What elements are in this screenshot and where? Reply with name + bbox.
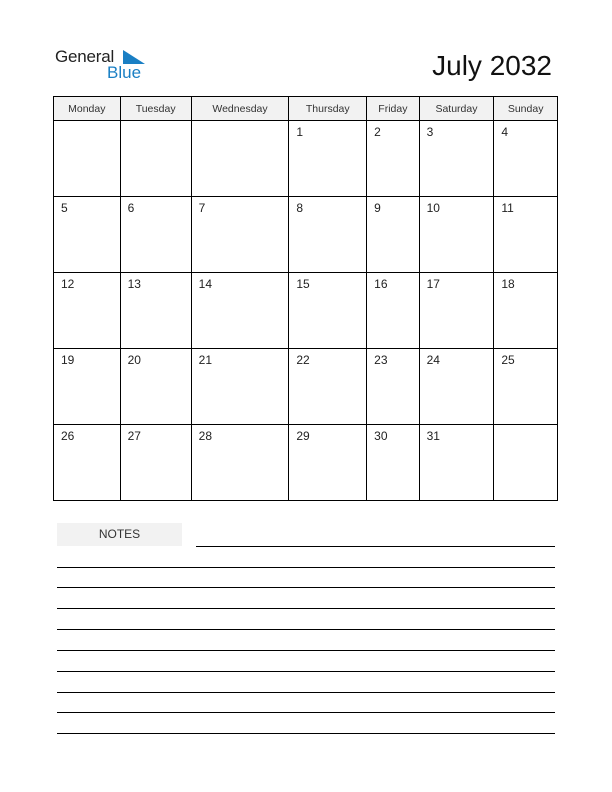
day-number: 8 [296, 201, 304, 215]
day-cell [120, 425, 191, 501]
day-number: 26 [61, 429, 75, 443]
day-number: 12 [61, 277, 75, 291]
day-number: 15 [296, 277, 310, 291]
notes-line [196, 546, 555, 547]
day-number: 9 [374, 201, 381, 215]
notes-line [57, 712, 555, 713]
day-cell [494, 425, 558, 501]
day-cell [494, 273, 558, 349]
notes-line [57, 567, 555, 568]
day-number: 31 [426, 429, 440, 443]
day-cell [494, 121, 558, 197]
weekday-header-row [54, 97, 558, 121]
day-cell [54, 197, 121, 273]
week-row [54, 197, 558, 273]
day-cell [120, 197, 191, 273]
weekday-header: Monday [54, 97, 121, 121]
notes-line [57, 587, 555, 588]
weekday-header: Saturday [419, 97, 494, 121]
day-cell [419, 349, 494, 425]
day-number: 16 [374, 277, 388, 291]
day-number: 17 [426, 277, 440, 291]
day-number: 27 [127, 429, 141, 443]
day-number: 20 [127, 353, 141, 367]
day-number: 4 [501, 125, 509, 139]
week-row [54, 349, 558, 425]
day-number [494, 425, 557, 429]
day-cell [191, 349, 289, 425]
day-number: 7 [198, 201, 206, 215]
day-number: 23 [374, 353, 388, 367]
week-row [54, 273, 558, 349]
weekday-header: Wednesday [191, 97, 289, 121]
notes-line [57, 629, 555, 630]
day-number: 5 [61, 201, 68, 215]
day-number: 14 [198, 277, 212, 291]
day-cell [419, 425, 494, 501]
day-cell [54, 349, 121, 425]
day-cell [419, 273, 494, 349]
day-cell [367, 197, 419, 273]
day-number: 22 [296, 353, 310, 367]
day-number [192, 121, 289, 125]
day-number: 24 [426, 353, 440, 367]
day-number: 19 [61, 353, 75, 367]
day-cell [419, 121, 494, 197]
notes-line [57, 608, 555, 609]
logo-blue-text: Blue [107, 63, 142, 82]
day-cell [289, 273, 367, 349]
notes-label: NOTES [57, 523, 182, 546]
day-cell [289, 349, 367, 425]
calendar-grid [53, 96, 558, 501]
day-number: 13 [127, 277, 141, 291]
day-cell [419, 197, 494, 273]
logo [55, 47, 155, 83]
day-number: 21 [198, 353, 212, 367]
notes-line [57, 692, 555, 693]
day-cell [367, 349, 419, 425]
day-cell [54, 425, 121, 501]
weekday-header: Thursday [289, 97, 367, 121]
day-cell [367, 425, 419, 501]
day-cell [191, 197, 289, 273]
weekday-header: Friday [367, 97, 419, 121]
day-cell [494, 197, 558, 273]
day-number: 11 [501, 201, 514, 215]
notes-line [57, 733, 555, 734]
logo-general-text: General [55, 47, 115, 66]
day-number: 2 [374, 125, 381, 139]
day-number: 10 [426, 201, 440, 215]
day-number: 1 [296, 125, 304, 139]
weekday-header: Sunday [494, 97, 558, 121]
notes-line [57, 650, 555, 651]
day-cell [191, 121, 289, 197]
week-row [54, 121, 558, 197]
day-cell [54, 121, 121, 197]
day-cell [289, 425, 367, 501]
day-cell [120, 121, 191, 197]
day-cell [367, 273, 419, 349]
day-cell [120, 273, 191, 349]
day-number: 28 [198, 429, 212, 443]
day-cell [367, 121, 419, 197]
day-number: 29 [296, 429, 310, 443]
day-number: 25 [501, 353, 515, 367]
day-number: 30 [374, 429, 388, 443]
day-number: 6 [127, 201, 135, 215]
day-cell [120, 349, 191, 425]
day-cell [289, 197, 367, 273]
day-cell [289, 121, 367, 197]
logo-triangle-icon [123, 50, 145, 64]
day-cell [191, 273, 289, 349]
day-cell [54, 273, 121, 349]
day-number: 18 [501, 277, 515, 291]
day-cell [494, 349, 558, 425]
week-row [54, 425, 558, 501]
day-cell [191, 425, 289, 501]
notes-line [57, 671, 555, 672]
month-title: July 2032 [432, 50, 552, 81]
day-number [54, 121, 120, 125]
day-number [121, 121, 191, 125]
day-number: 3 [426, 125, 434, 139]
weekday-header: Tuesday [120, 97, 191, 121]
